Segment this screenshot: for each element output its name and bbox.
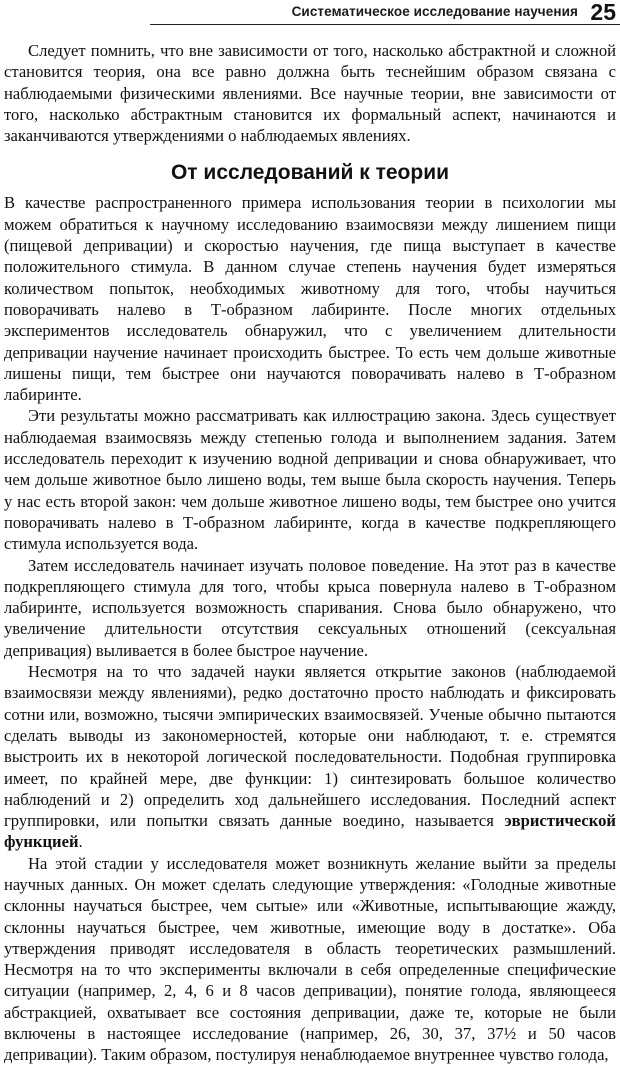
running-head-title: Систематическое исследование научения (291, 4, 578, 19)
page-number: 25 (590, 0, 616, 25)
paragraph-text-end: . (78, 832, 83, 852)
body-paragraph: На этой стадии у исследователя может возникнуть желание выйти за пределы научных данных. Он может сделать следующие утверждения: «Голодные животные склонны научаться быстрее, чем сытые» или «Животные, испытывающие жажду, склонны научаться быстрее, чем животные, имеющие воду в достатке». Оба утверждения приводят исследователя в область теоретических размышлений. Несмотря на то что эксперименты включали в себя определенные специфические ситуации (например, 2, 4, 6 и 8 часов депривации), понятие голода, являющееся абстракцией, охватывает все состояния депривации, даже те, которые не были включены в настоящее исследование (например, 26, 30, 37, 37½ и 50 часов депривации). Таким образом, постулируя ненаблюдаемое внутреннее чувство голода, (4, 853, 616, 1065)
body-paragraph: В качестве распространенного примера использования теории в психологии мы можем обратиться к научному исследованию взаимосвязи между лишением пищи (пищевой депривации) и скоростью научения, где пища выступает в качестве положительного стимула. В данном случае степень научения будет измеряться количеством попыток, необходимых животному для того, чтобы научиться поворачивать налево в Т-образном лабиринте. После многих отдельных экспериментов исследователь обнаружил, что с увеличением длительности депривации научение начинает происходить быстрее. То есть чем дольше животные лишены пищи, тем быстрее они научаются поворачивать налево в Т-образном лабиринте. (4, 193, 616, 405)
intro-paragraph: Следует помнить, что вне зависимости от того, насколько абстрактной и сложной становится теория, она все равно должна быть теснейшим образом связана с наблюдаемыми физическими явлениями. Все научные теории, вне зависимости от того, насколько абстрактным становится их формальный аспект, начинаются и заканчиваются утверждениями о наблюдаемых явлениях. (4, 41, 616, 146)
body-paragraph: Затем исследователь начинает изучать половое поведение. На этот раз в качестве подкрепляющего стимула для того, чтобы крыса повернула налево в Т-образном лабиринте, используется возможность спаривания. Снова было обнаружено, что увеличение длительности отсутствия сексуальных отношений (сексуальная депривация) выливается в более быстрое научение. (4, 555, 616, 660)
body-paragraph: Эти результаты можно рассматривать как иллюстрацию закона. Здесь существует наблюдаемая взаимосвязь между степенью голода и выполнением задания. Затем исследователь переходит к изучению водной депривации и снова обнаруживает, что чем дольше животное было лишено воды, тем выше была скорость научения. Теперь у нас есть второй закон: чем дольше животное лишено воды, тем быстрее оно учится поворачивать налево в Т-образном лабиринте, когда в качестве подкрепляющего стимула используется вода. (4, 406, 616, 554)
key-term: эвристической функцией (4, 811, 616, 852)
running-head (0, 0, 620, 28)
body-paragraph-heuristic (4, 661, 616, 853)
page-body (4, 40, 616, 1066)
running-head-rule (150, 24, 620, 25)
section-heading: От исследований к теории (170, 161, 450, 185)
paragraph-text: Несмотря на то что задачей науки является открытие законов (наблюдаемой взаимосвязи между явлениями), редко достаточно просто наблюдать и фиксировать сотни или, возможно, тысячи эмпирических взаимосвязей. Ученые обычно пытаются сделать выводы из закономерностей, которые они наблюдают, т. е. стремятся выстроить их в некоторой логической последовательности. Подобная группировка имеет, по крайней мере, две функции: 1) синтезировать большое количество наблюдений и 2) определить ход дальнейшего исследования. Последний аспект группировки, или попытки связать данные воедино, называется (4, 662, 616, 831)
